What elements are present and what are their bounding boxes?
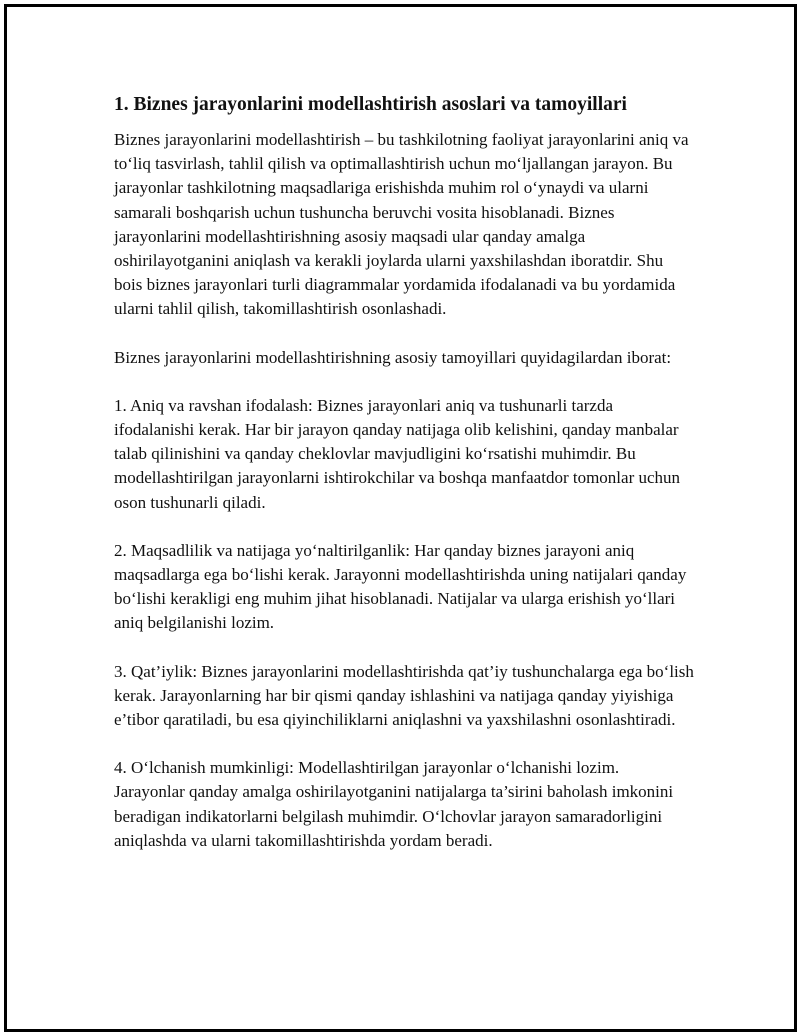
paragraph-principle-4: 4. O‘lchanish mumkinligi: Modellashtirilgan jarayonlar o‘lchanishi lozim. Jarayonlar qanday amalga oshirilayotganini natijalarga ta’sirini baholash imkonini beradigan indikatorlarni belgilash muhimdir. O‘lchovlar jarayon samaradorligini aniqlashda va ularni takomillashtirishda yordam beradi.	[114, 758, 674, 850]
paragraph-principle-3: 3. Qat’iylik: Biznes jarayonlarini modellashtirishda qat’iy tushunchalarga ega bo‘lish kerak. Jarayonlarning har bir qismi qanday ishlashini va natijaga qanday yiyishiga e’tibor qaratiladi, bu esa qiyinchiliklarni aniqlashni va yaxshilashni osonlashtiradi.	[114, 661, 694, 730]
paragraph-principles-lead: Biznes jarayonlarini modellashtirishning asosiy tamoyillari quyidagilardan iborat:	[114, 347, 672, 367]
document-body	[114, 92, 694, 877]
paragraph-intro: Biznes jarayonlarini modellashtirish – bu tashkilotning faoliyat jarayonlarini aniq va to‘liq tasvirlash, tahlil qilish va optimallashtirish uchun mo‘ljallangan jarayon. Bu jarayonlar tashkilotning maqsadlariga erishishda muhim rol o‘ynaydi va ularni samarali boshqarish uchun tushuncha beruvchi vosita hisoblanadi. Biznes jarayonlarini modellashtirishning asosiy maqsadi ular qanday amalga oshirilayotganini aniqlash va kerakli joylarda ularni yaxshilashdan iboratdir. Shu bois biznes jarayonlari turli diagrammalar yordamida ifodalanadi va bu yordamida ularni tahlil qilish, takomillashtirish osonlashadi.	[114, 130, 689, 319]
document-title: 1. Biznes jarayonlarini modellashtirish asoslari va tamoyillari	[114, 94, 627, 115]
paragraph-principle-1: 1. Aniq va ravshan ifodalash: Biznes jarayonlari aniq va tushunarli tarzda ifodalanishi kerak. Har bir jarayon qanday natijaga olib kelishini, qanday manbalar talab qilinishini va qanday cheklovlar mavjudligini ko‘rsatishi muhimdir. Bu modellashtirilgan jarayonlarni ishtirokchilar va boshqa manfaatdor tomonlar uchun oson tushunarli qiladi.	[114, 395, 681, 512]
paragraph-principle-2: 2. Maqsadlilik va natijaga yo‘naltirilganlik: Har qanday biznes jarayoni aniq maqsadlarga ega bo‘lishi kerak. Jarayonni modellashtirishda uning natijalari qanday bo‘lishi kerakligi eng muhim jihat hisoblanadi. Natijalar va ularga erishish yo‘llari aniq belgilanishi lozim.	[114, 540, 687, 633]
